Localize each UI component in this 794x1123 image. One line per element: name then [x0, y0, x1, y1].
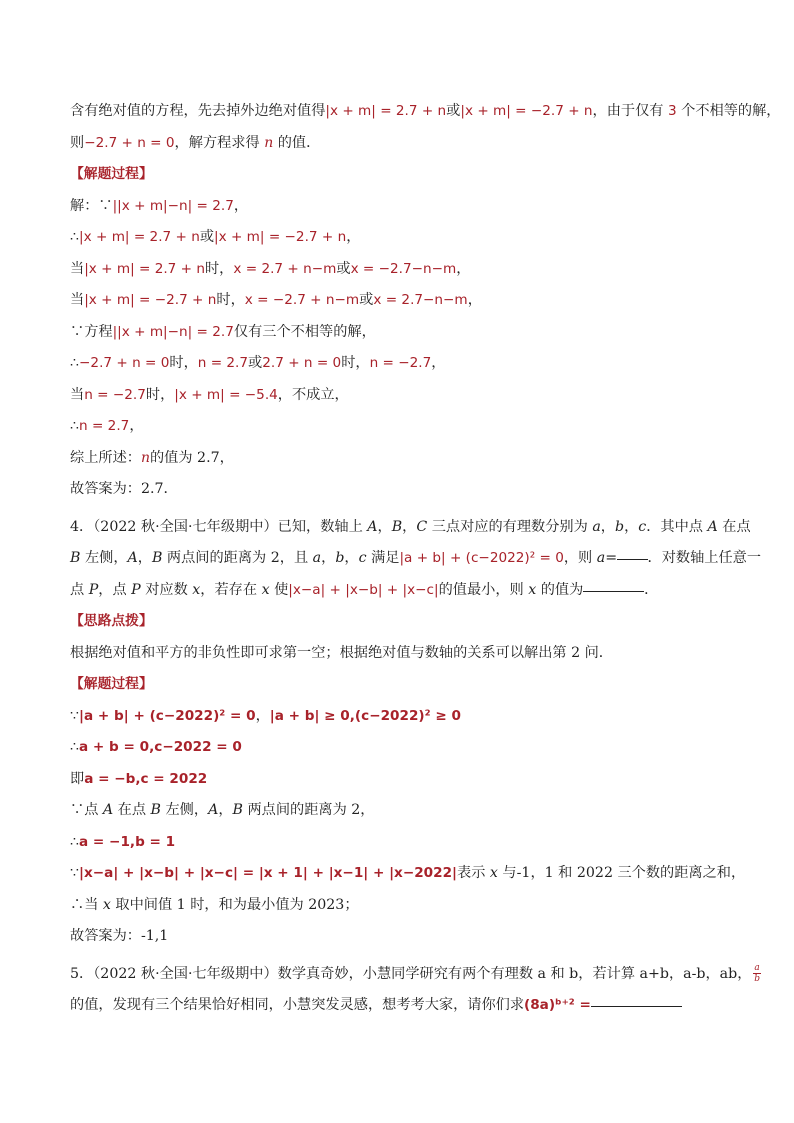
math-expression: x = −2.7 + n−m: [244, 292, 360, 308]
text-run: x: [528, 581, 537, 598]
text-line: [70, 254, 740, 286]
text-run: 取中间值 1 时，和为最小值为 2023；: [110, 896, 359, 913]
text-line: [70, 191, 740, 223]
text-run: B: [70, 550, 81, 566]
fraction: [753, 963, 760, 984]
text-run: 左侧，: [160, 802, 209, 818]
math-expression: |x−a| + |x−b| + |x−c|: [288, 581, 439, 598]
math-expression: |x + m| = 2.7 + n: [79, 229, 200, 245]
text-run: ，: [255, 707, 270, 724]
text-line: [70, 159, 740, 191]
text-run: 表示: [457, 865, 490, 881]
text-line: [70, 732, 740, 764]
text-run: 故答案为：-1,1: [70, 928, 169, 944]
math-expression: x = −2.7−n−m: [350, 260, 457, 277]
answer-blank: [583, 575, 644, 592]
math-expression: |x + m| = −2.7 + n: [460, 103, 593, 119]
text-run: b: [614, 518, 625, 535]
text-line: [70, 764, 740, 796]
math-expression: 2.7 + n = 0: [262, 355, 342, 371]
text-run: 时，: [204, 260, 234, 277]
text-run: 当: [70, 292, 85, 308]
text-line: [70, 512, 751, 544]
text-run: P: [88, 581, 99, 598]
text-run: B: [391, 518, 403, 535]
text-run: b: [335, 550, 345, 566]
math-expression: ||x + m|−n| = 2.7: [112, 197, 234, 214]
text-run: 综上所述：: [70, 449, 141, 466]
text-run: A: [127, 550, 138, 566]
math-expression: (8a)ᵇ⁺² =: [524, 997, 591, 1013]
text-run: 的值为: [536, 581, 584, 598]
text-run: ，: [624, 518, 639, 535]
text-run: 两点间的距离为 2，: [242, 802, 375, 818]
math-expression: n = −2.7: [84, 386, 146, 403]
text-run: ∵: [70, 707, 80, 724]
text-run: 在点: [717, 518, 751, 535]
text-run: ，: [344, 550, 359, 566]
text-run: ∵点: [70, 802, 103, 818]
text-run: B: [150, 802, 161, 818]
text-line: [70, 606, 740, 638]
text-run: 时，: [216, 292, 245, 308]
text-line: [70, 701, 740, 733]
text-run: 故答案为：2.7．: [70, 481, 178, 497]
document-page: [70, 96, 781, 1022]
text-run: ，不成立，: [277, 386, 349, 403]
text-run: x: [102, 896, 111, 913]
text-run: 当: [70, 386, 85, 403]
text-run: ∴: [70, 229, 80, 245]
text-line: [70, 317, 740, 349]
text-line: [70, 474, 740, 506]
text-run: ∴当: [70, 896, 103, 913]
math-expression: |x + m| = 2.7 + n: [325, 103, 447, 119]
text-line: [70, 795, 740, 827]
text-run: 左侧，: [80, 550, 128, 566]
math-expression: a + b = 0,c−2022 = 0: [79, 739, 242, 755]
text-run: ，点: [98, 581, 132, 598]
text-run: 解：∵: [70, 197, 113, 214]
text-run: 或: [199, 229, 215, 245]
text-line: [70, 575, 740, 607]
text-run: ∵方程: [70, 323, 113, 340]
text-line: [70, 285, 740, 317]
text-run: ，: [321, 550, 336, 566]
text-run: =: [605, 550, 618, 566]
text-run: 点: [70, 581, 89, 598]
text-run: 在点: [113, 802, 151, 818]
text-line: [70, 222, 740, 254]
text-run: ∴: [70, 355, 80, 371]
math-expression: n = −2.7: [369, 355, 432, 371]
math-expression: |a + b| ≥ 0,(c−2022)² ≥ 0: [269, 707, 461, 724]
text-run: ，: [377, 518, 392, 535]
math-expression: n = 2.7: [197, 355, 249, 371]
math-expression: ||x + m|−n| = 2.7: [112, 323, 234, 340]
text-run: 根据绝对值和平方的非负性即可求第一空；根据绝对值与数轴的关系可以解出第 2 问．: [70, 644, 613, 661]
text-run: 时，: [341, 355, 370, 371]
math-expression: n: [140, 449, 150, 466]
text-run: a: [312, 550, 322, 566]
fraction-numerator: a: [754, 963, 760, 973]
fraction-denominator: b: [754, 974, 760, 984]
text-run: ．: [644, 581, 659, 598]
text-run: 的值．: [273, 134, 321, 151]
text-run: A: [707, 518, 718, 535]
section-tag: 【思路点拨】: [70, 613, 153, 629]
text-run: 或: [248, 355, 263, 371]
text-run: ，: [402, 518, 417, 535]
text-run: ∵: [70, 865, 80, 881]
text-line: [70, 96, 781, 128]
text-run: ，若存在: [200, 581, 262, 598]
section-tag: 【解题过程】: [70, 166, 153, 182]
text-run: ，: [137, 550, 152, 566]
math-expression: |a + b| + (c−2022)² = 0: [399, 550, 564, 566]
math-expression: −2.7 + n = 0: [84, 134, 175, 151]
math-expression: |x + m| = −2.7 + n: [214, 229, 347, 245]
text-run: ∴: [70, 739, 80, 755]
math-expression: 3: [668, 103, 677, 119]
text-line: [70, 858, 746, 890]
text-run: ，: [467, 292, 482, 308]
text-run: 5．（2022 秋·全国·七年级期中）数学真奇妙，小慧同学研究有两个有理数 a 和 b，若计算 a+b，a-b，ab，: [70, 965, 752, 982]
math-expression: |a + b| + (c−2022)² = 0: [79, 707, 256, 724]
text-run: 或: [446, 103, 461, 119]
text-run: ，解方程求得: [174, 134, 265, 151]
text-run: 三点对应的有理数分别为: [427, 518, 593, 535]
math-expression: a = −1,b = 1: [79, 833, 176, 850]
text-run: 或: [336, 260, 351, 277]
text-run: 与-1，1 和 2022 三个数的距离之和，: [497, 865, 746, 881]
math-expression: |x−a| + |x−b| + |x−c| = |x + 1| + |x−1| + |x−2022|: [79, 865, 458, 881]
text-run: c: [638, 518, 647, 535]
text-run: c: [358, 550, 367, 566]
text-run: 仅有三个不相等的解，: [233, 323, 376, 340]
text-run: ∴: [70, 418, 80, 434]
text-run: 即: [70, 770, 85, 787]
math-expression: n: [264, 134, 274, 151]
text-run: 时，: [169, 355, 198, 371]
text-run: x: [261, 581, 270, 598]
text-line: [70, 128, 740, 160]
text-run: 对应数: [140, 581, 193, 598]
text-run: ，: [129, 418, 144, 434]
math-expression: n = 2.7: [79, 418, 130, 434]
text-run: ，由于仅有: [592, 103, 668, 119]
text-run: ，: [218, 802, 233, 818]
text-run: x: [192, 581, 201, 598]
text-run: x: [489, 865, 498, 881]
text-run: ，: [431, 355, 446, 371]
text-run: ∴: [70, 833, 80, 850]
text-line: [70, 543, 762, 575]
math-expression: |x + m| = −5.4: [174, 386, 278, 403]
text-run: 个不相等的解，: [676, 103, 781, 119]
text-run: 的值，发现有三个结果恰好相同，小慧突发灵感，想考考大家，请你们求: [70, 997, 525, 1013]
text-run: 4．（2022 秋·全国·七年级期中）已知，数轴上: [70, 518, 368, 535]
answer-blank: [591, 990, 682, 1007]
text-run: A: [102, 802, 114, 818]
text-run: 则: [70, 134, 85, 151]
math-expression: |x + m| = −2.7 + n: [84, 292, 217, 308]
text-run: 当: [70, 260, 85, 277]
text-line: [70, 638, 740, 670]
text-run: a: [592, 518, 601, 535]
text-run: 满足: [366, 550, 400, 566]
text-line: [70, 827, 740, 859]
text-run: a: [596, 550, 606, 566]
text-line: [70, 990, 740, 1022]
text-run: C: [416, 518, 428, 535]
text-run: ，: [346, 229, 361, 245]
text-run: 两点间的距离为 2，且: [162, 550, 313, 566]
text-run: ，则: [563, 550, 597, 566]
text-run: P: [131, 581, 141, 598]
text-run: 使: [269, 581, 289, 598]
text-run: ，: [456, 260, 471, 277]
text-line: [70, 921, 740, 953]
text-run: A: [367, 518, 378, 535]
text-line: [70, 411, 740, 443]
text-run: ，: [233, 197, 249, 214]
text-line: [70, 959, 760, 991]
math-expression: |x + m| = 2.7 + n: [84, 260, 205, 277]
text-run: 或: [359, 292, 374, 308]
section-tag: 【解题过程】: [70, 676, 153, 692]
text-run: B: [232, 802, 243, 818]
text-run: 的值为 2.7，: [149, 449, 234, 466]
math-expression: a = −b,c = 2022: [84, 770, 208, 787]
text-line: [70, 380, 740, 412]
text-line: [70, 348, 740, 380]
text-run: 含有绝对值的方程，先去掉外边绝对值得: [70, 103, 326, 119]
text-run: 的值最小，则: [438, 581, 529, 598]
text-run: 时，: [145, 386, 175, 403]
text-run: ．其中点: [646, 518, 708, 535]
text-run: ．对数轴上任意一: [647, 550, 762, 566]
text-run: ，: [600, 518, 615, 535]
text-line: [70, 890, 740, 922]
text-run: B: [151, 550, 163, 566]
text-run: A: [208, 802, 219, 818]
text-line: [70, 669, 740, 701]
text-line: [70, 443, 740, 475]
answer-blank: [617, 543, 647, 560]
math-expression: x = 2.7 + n−m: [233, 260, 337, 277]
math-expression: x = 2.7−n−m: [373, 292, 468, 308]
math-expression: −2.7 + n = 0: [79, 355, 170, 371]
